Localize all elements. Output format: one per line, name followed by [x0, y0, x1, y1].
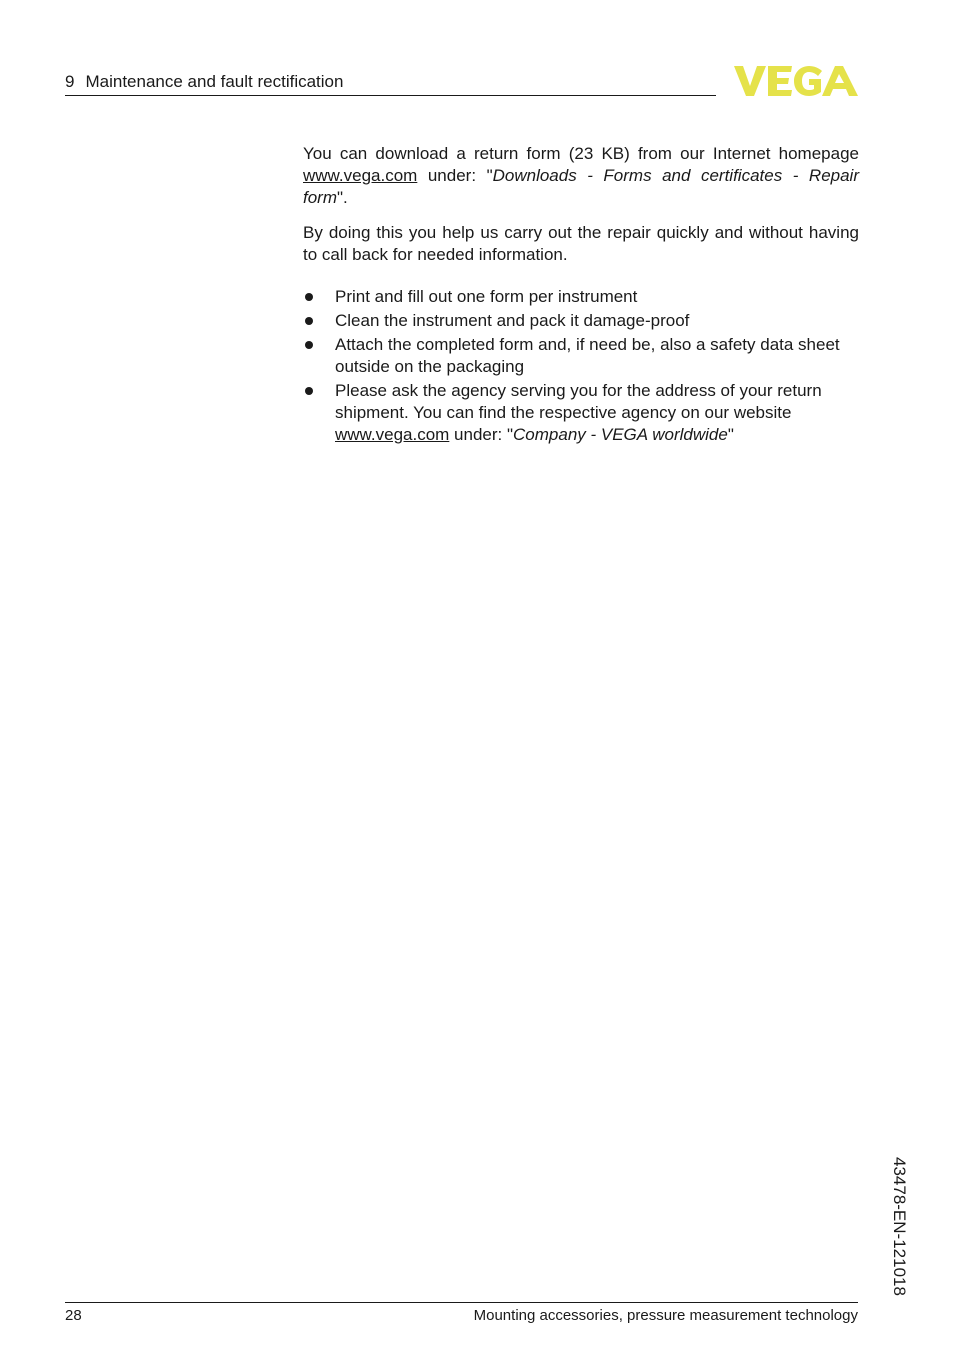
vega-website-link[interactable]: www.vega.com — [303, 166, 418, 185]
document-code: 43478-EN-121018 — [890, 1157, 909, 1296]
list-item — [303, 380, 859, 446]
chapter-number: 9 — [65, 72, 75, 91]
para-text: You can download a return form (23 KB) from our Internet homepage — [303, 144, 859, 163]
download-path: Downloads - Forms and certificates - Repair form — [303, 166, 859, 207]
chapter-heading — [65, 72, 343, 92]
bullet-icon — [305, 387, 313, 395]
document-title: Mounting accessories, pressure measurement technology — [473, 1307, 858, 1324]
repair-info-paragraph: By doing this you help us carry out the repair quickly and without having to call back for needed information. — [303, 223, 859, 264]
vega-website-link[interactable]: www.vega.com — [335, 425, 450, 444]
list-item-text: Please ask the agency serving you for the address of your return shipment. You can find the respective agency on our website — [335, 381, 822, 422]
list-item — [303, 334, 859, 378]
list-item-text: under: " — [449, 425, 514, 444]
instruction-list — [303, 286, 859, 446]
para-text: under: " — [417, 166, 493, 185]
list-item-text: " — [727, 425, 734, 444]
vega-logo — [734, 64, 858, 98]
page-number: 28 — [65, 1307, 82, 1324]
return-form-paragraph — [303, 143, 859, 209]
list-item-text: Attach the completed form and, if need be, also a safety data sheet outside on the packaging — [335, 335, 840, 376]
page-header — [65, 70, 716, 96]
list-item — [303, 286, 859, 308]
bullet-icon — [305, 293, 313, 301]
bullet-icon — [305, 317, 313, 325]
bullet-icon — [305, 341, 313, 349]
main-content — [303, 143, 859, 448]
list-item — [303, 310, 859, 332]
list-item-text: Clean the instrument and pack it damage-proof — [335, 311, 690, 330]
para-text: ". — [337, 188, 348, 207]
website-path: Company - VEGA worldwide — [513, 425, 728, 444]
list-item-text: Print and fill out one form per instrument — [335, 287, 638, 306]
footer-divider — [65, 1302, 858, 1303]
chapter-title: Maintenance and fault rectification — [85, 72, 344, 91]
